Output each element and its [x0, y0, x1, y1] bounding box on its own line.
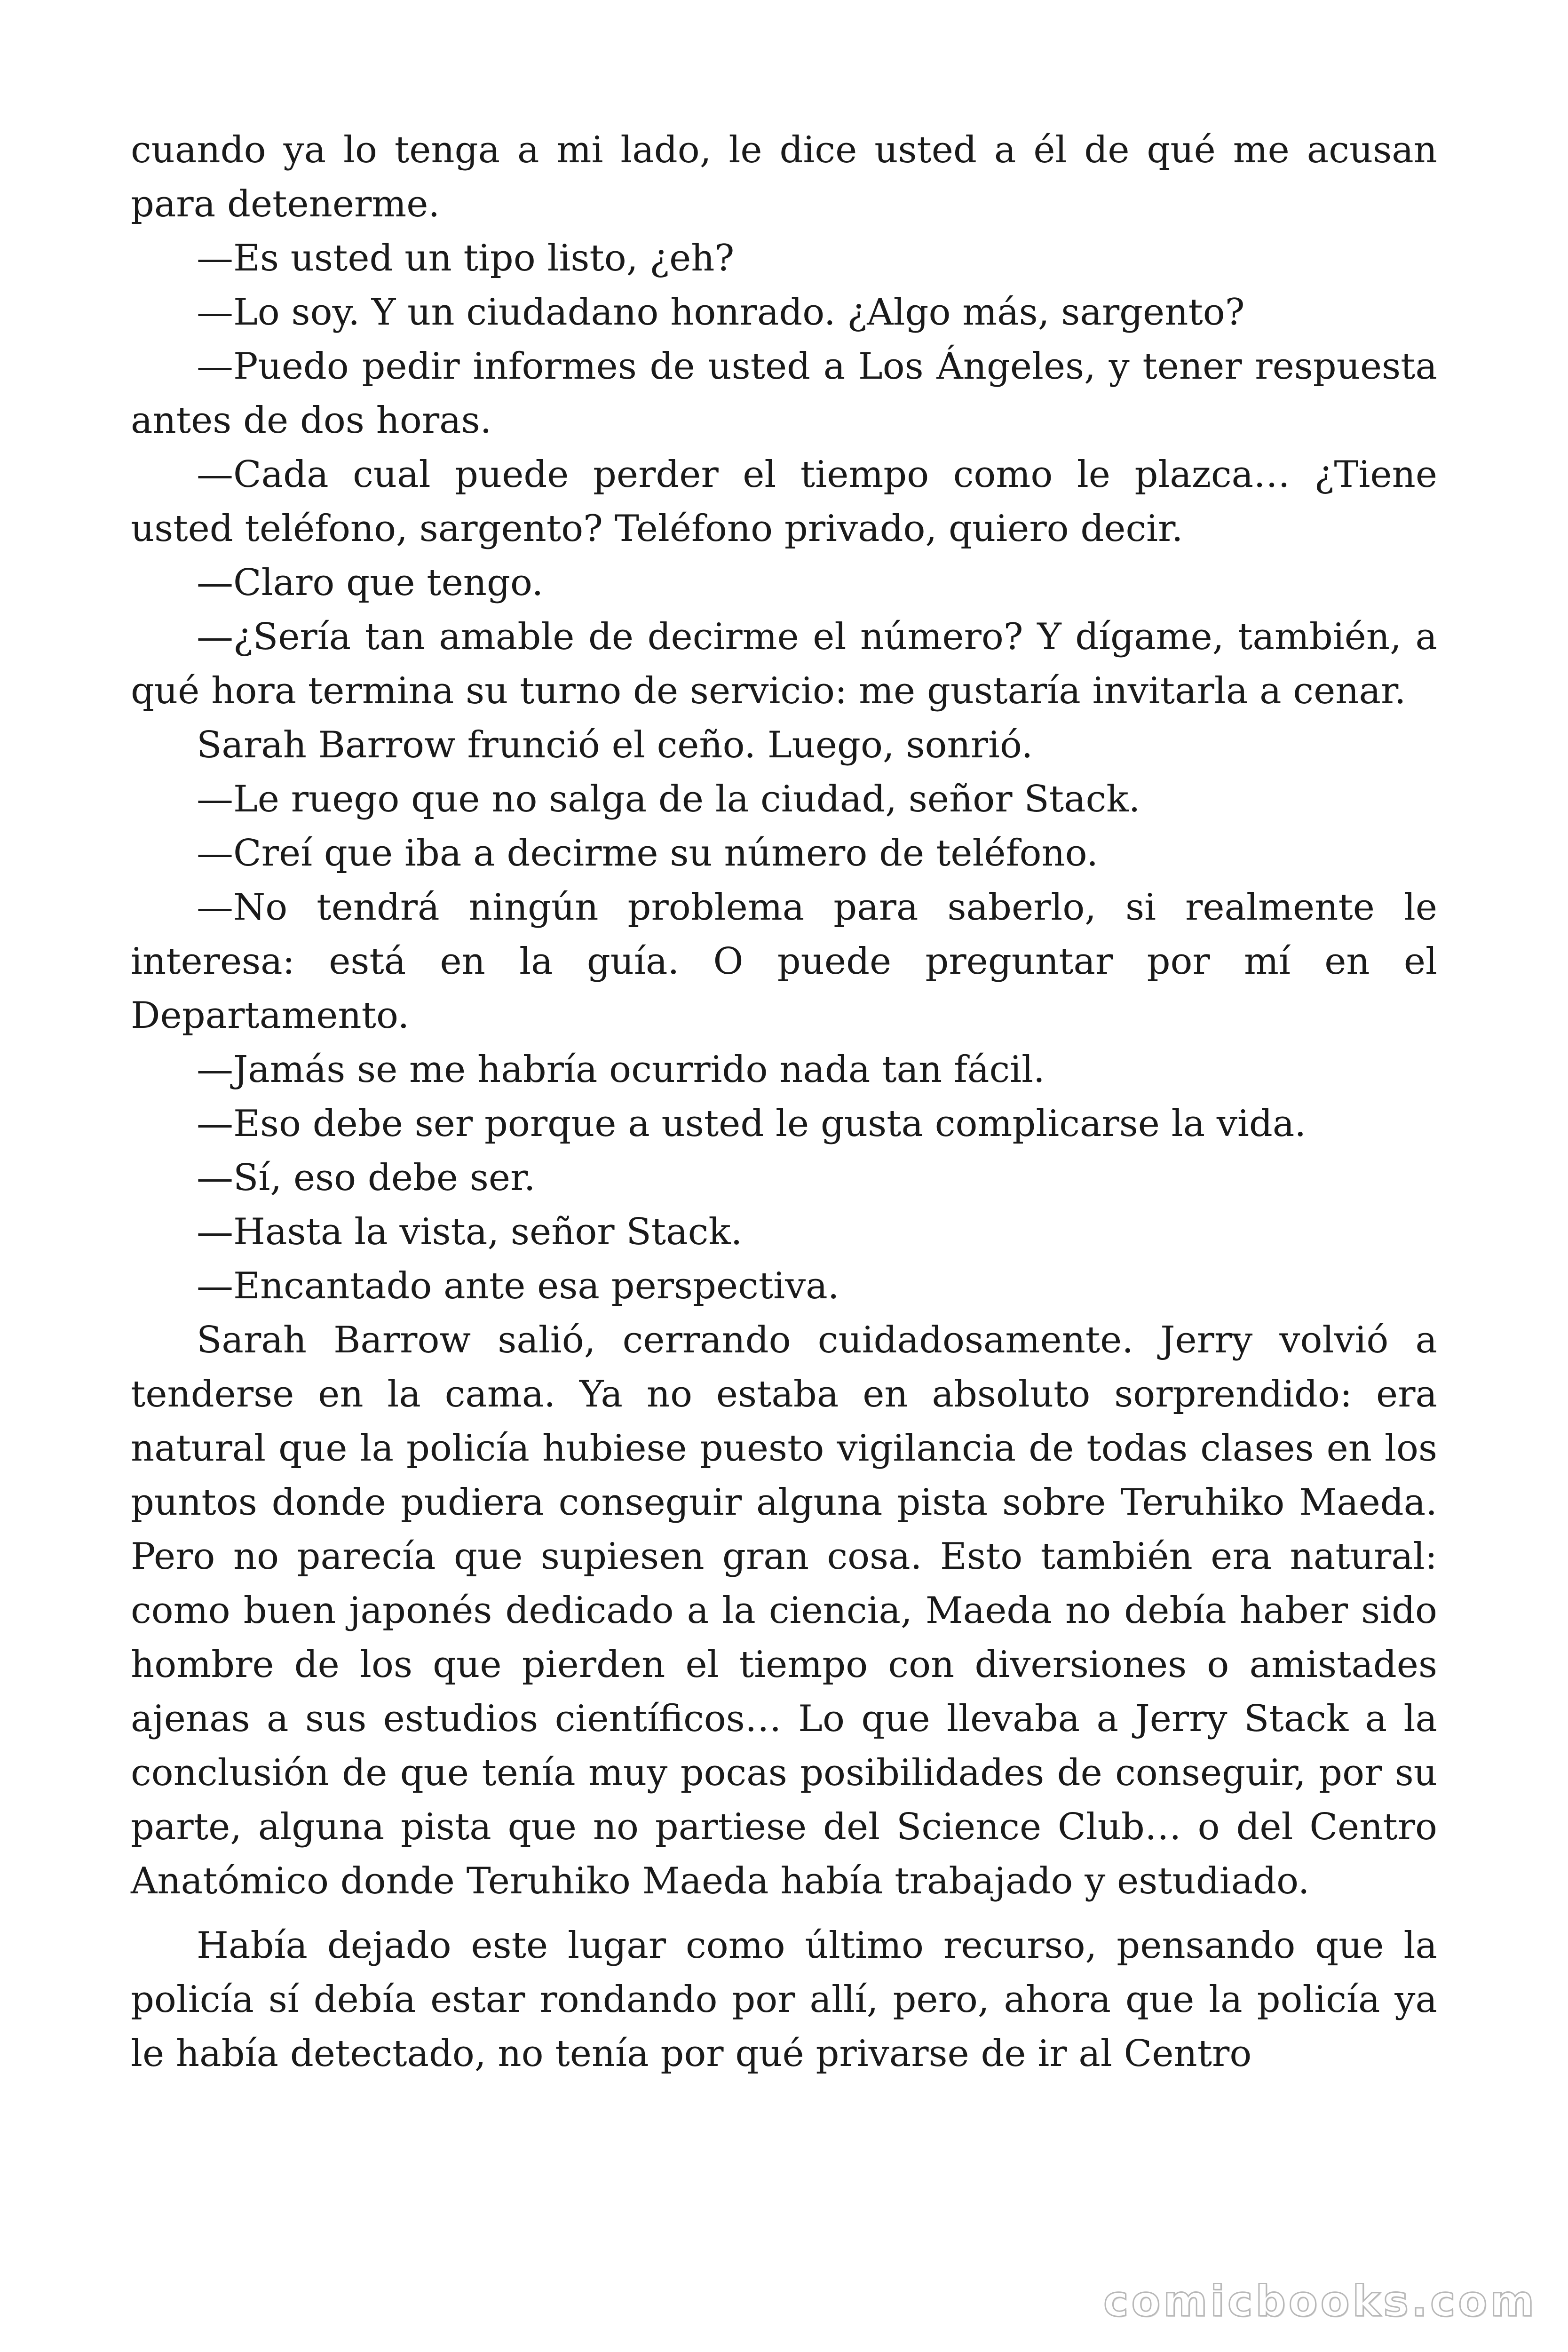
paragraph: —Sí, eso debe ser. [197, 1157, 536, 1199]
body-text [131, 123, 1437, 2081]
paragraph: —Encantado ante esa perspectiva. [197, 1265, 839, 1307]
paragraph: —Creí que iba a decirme su número de teléfono. [197, 832, 1099, 874]
paragraph: —Es usted un tipo listo, ¿eh? [197, 237, 735, 279]
paragraph: Había dejado este lugar como último recurso, pensando que la policía sí debía estar rondando por allí, pero, ahora que la policía ya le había detectado, no tenía por qué privarse de ir al Centro [131, 1924, 1437, 2075]
book-page [131, 123, 1437, 2146]
paragraph: —¿Sería tan amable de decirme el número? Y dígame, también, a qué hora termina su turno de servicio: me gustaría invitarla a cenar. [131, 616, 1437, 712]
paragraph: —Jamás se me habría ocurrido nada tan fácil. [197, 1049, 1045, 1091]
paragraph: cuando ya lo tenga a mi lado, le dice usted a él de qué me acusan para detenerme. [131, 129, 1437, 225]
paragraph: —Le ruego que no salga de la ciudad, señor Stack. [197, 778, 1140, 820]
paragraph: —No tendrá ningún problema para saberlo, si realmente le interesa: está en la guía. O puede preguntar por mí en el Departamento. [131, 886, 1437, 1037]
watermark-logo: comicbooks.com [1103, 2277, 1537, 2326]
paragraph: —Eso debe ser porque a usted le gusta complicarse la vida. [197, 1103, 1307, 1145]
paragraph: Sarah Barrow salió, cerrando cuidadosamente. Jerry volvió a tenderse en la cama. Ya no estaba en absoluto sorprendido: era natural que la policía hubiese puesto vigilancia de todas clases en los puntos donde pudiera conseguir alguna pista sobre Teruhiko Maeda. Pero no parecía que supiesen gran cosa. Esto también era natural: como buen japonés dedicado a la ciencia, Maeda no debía haber sido hombre de los que pierden el tiempo con diversiones o amistades ajenas a sus estudios científicos… Lo que llevaba a Jerry Stack a la conclusión de que tenía muy pocas posibilidades de conseguir, por su parte, alguna pista que no partiese del Science Club… o del Centro Anatómico donde Teruhiko Maeda había trabajado y estudiado. [131, 1319, 1437, 1902]
paragraph: —Lo soy. Y un ciudadano honrado. ¿Algo más, sargento? [197, 291, 1245, 334]
paragraph: Sarah Barrow frunció el ceño. Luego, sonrió. [197, 724, 1033, 766]
paragraph: —Hasta la vista, señor Stack. [197, 1211, 743, 1253]
paragraph: —Puedo pedir informes de usted a Los Ángeles, y tener respuesta antes de dos horas. [131, 345, 1437, 442]
paragraph: —Claro que tengo. [197, 562, 544, 604]
paragraph: —Cada cual puede perder el tiempo como le plazca… ¿Tiene usted teléfono, sargento? Teléfono privado, quiero decir. [131, 453, 1437, 550]
